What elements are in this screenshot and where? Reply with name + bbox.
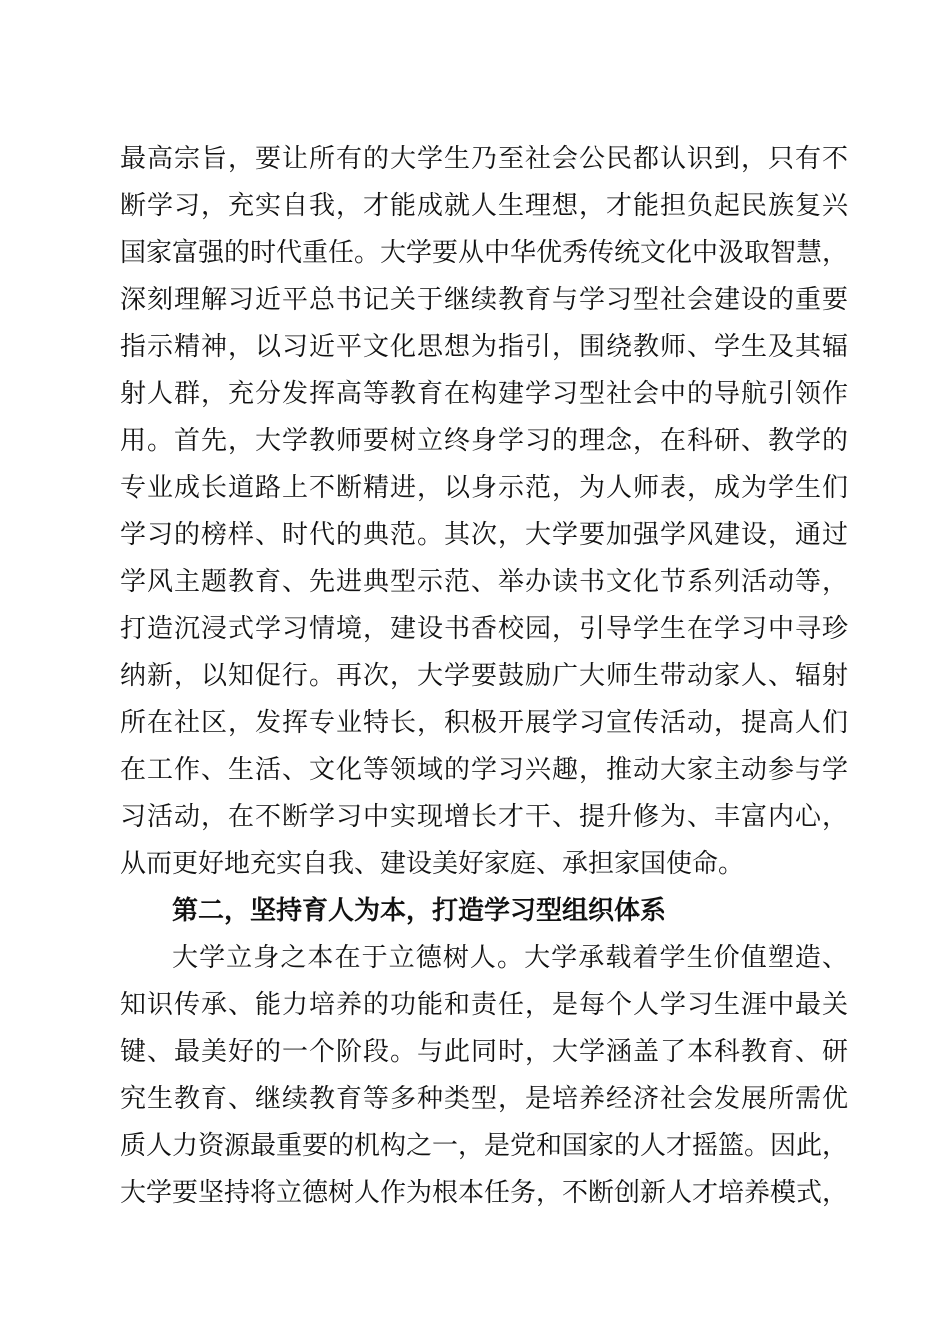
paragraph1-line-3: 国家富强的时代重任。大学要从中华优秀传统文化中汲取智慧， [120,238,849,268]
paragraph1-line-4: 深刻理解习近平总书记关于继续教育与学习型社会建设的重要 [120,285,848,315]
paragraph1-line-7: 用。首先，大学教师要树立终身学习的理念，在科研、教学的 [120,426,848,456]
paragraph2-line-2: 知识传承、能力培养的功能和责任，是每个人学习生涯中最关 [120,990,848,1020]
paragraph1-line-5: 指示精神，以习近平文化思想为指引，围绕教师、学生及其辐 [120,332,848,362]
paragraph1-line-10: 学风主题教育、先进典型示范、举办读书文化节系列活动等， [120,567,848,597]
paragraph2-line-4: 究生教育、继续教育等多种类型，是培养经济社会发展所需优 [120,1084,848,1114]
paragraph1-line-2: 断学习，充实自我，才能成就人生理想，才能担负起民族复兴 [120,191,848,221]
paragraph1-line-1: 最高宗旨，要让所有的大学生乃至社会公民都认识到，只有不 [120,144,848,174]
section-heading: 第二，坚持育人为本，打造学习型组织体系 [172,896,667,926]
paragraph1-line-13: 所在社区，发挥专业特长，积极开展学习宣传活动，提高人们 [120,708,848,738]
paragraph2-line-6: 大学要坚持将立德树人作为根本任务，不断创新人才培养模式， [120,1178,849,1208]
paragraph1-line-9: 学习的榜样、时代的典范。其次，大学要加强学风建设，通过 [120,520,848,550]
paragraph1-line-6: 射人群，充分发挥高等教育在构建学习型社会中的导航引领作 [120,379,848,409]
paragraph1-line-16: 从而更好地充实自我、建设美好家庭、承担家国使命。 [120,849,745,879]
paragraph1-line-11: 打造沉浸式学习情境，建设书香校园，引导学生在学习中寻珍 [120,614,848,644]
paragraph2-line-1: 大学立身之本在于立德树人。大学承载着学生价值塑造、 [172,943,848,973]
paragraph2-line-3: 键、最美好的一个阶段。与此同时，大学涵盖了本科教育、研 [120,1037,848,1067]
paragraph2-line-5: 质人力资源最重要的机构之一，是党和国家的人才摇篮。因此， [120,1131,849,1161]
paragraph1-line-15: 习活动，在不断学习中实现增长才干、提升修为、丰富内心， [120,802,848,832]
paragraph1-line-8: 专业成长道路上不断精进，以身示范，为人师表，成为学生们 [120,473,848,503]
paragraph1-line-12: 纳新，以知促行。再次，大学要鼓励广大师生带动家人、辐射 [120,661,848,691]
paragraph1-line-14: 在工作、生活、文化等领域的学习兴趣，推动大家主动参与学 [120,755,848,785]
